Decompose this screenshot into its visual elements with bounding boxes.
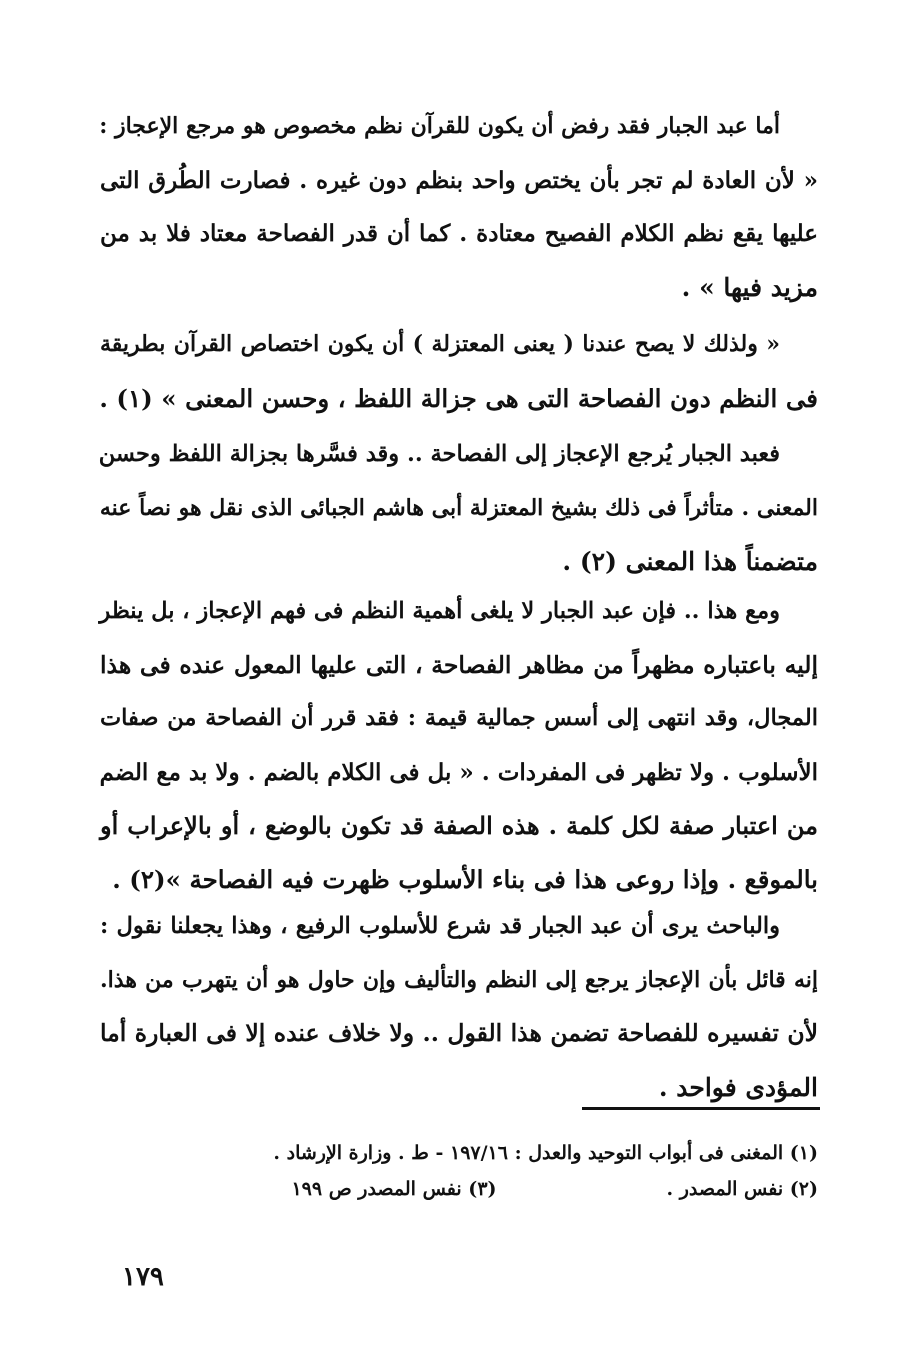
paragraph-line: إليه باعتباره مظهراً من مظاهر الفصاحة ، التى عليها المعول عنده فى هذا: [100, 650, 818, 679]
paragraph: [100, 318, 818, 425]
paragraph: [100, 585, 818, 906]
paragraph-line: أما عبد الجبار فقد رفض أن يكون للقرآن نظم مخصوص هو مرجع الإعجاز :: [99, 113, 780, 139]
paragraph-line: « لأن العادة لم تجر بأن يختص واحد بنظم دون غيره . فصارت الطُرق التى: [100, 166, 818, 194]
paragraph-line: متضمناً هذا المعنى (٢) .: [562, 547, 818, 576]
paragraph: [100, 100, 818, 314]
paragraph-line: المجال، وقد انتهى إلى أسس جمالية قيمة : فقد قرر أن الفصاحة من صفات: [100, 705, 818, 731]
footnote-row-2: [240, 1171, 818, 1207]
paragraph-line: ومع هذا .. فإن عبد الجبار لا يلغى أهمية النظم فى فهم الإعجاز ، بل ينظر: [99, 598, 780, 624]
paragraph-line: مزيد فيها » .: [681, 272, 818, 302]
paragraph: [100, 428, 818, 589]
paragraph-line: الأسلوب . ولا تظهر فى المفردات . « بل فى الكلام بالضم . ولا بد مع الضم: [99, 758, 818, 786]
paragraph-line: لأن تفسيره للفصاحة تضمن هذا القول .. ولا خلاف عنده إلا فى العبارة أما: [100, 1019, 818, 1047]
paragraph-line: « ولذلك لا يصح عندنا ( يعنى المعتزلة ) أن يكون اختصاص القرآن بطريقة: [100, 331, 780, 357]
footnote-spacer: [497, 1171, 667, 1207]
footnote-divider: [582, 1107, 820, 1110]
paragraph-line: والباحث يرى أن عبد الجبار قد شرع للأسلوب الرفيع ، وهذا يجعلنا نقول :: [100, 913, 780, 939]
footnote-1: (١) المغنى فى أبواب التوحيد والعدل : ١٩٧/١٦ - ط . وزارة الإرشاد .: [273, 1142, 818, 1164]
footnote-3: (٣) نفس المصدر ص ١٩٩: [291, 1178, 497, 1200]
paragraph-line: إنه قائل بأن الإعجاز يرجع إلى النظم والتأليف وإن حاول هو أن يتهرب من هذا.: [100, 966, 818, 993]
paragraph: [100, 900, 818, 1114]
paragraph-line: المعنى . متأثراً فى ذلك بشيخ المعتزلة أبى هاشم الجبائى الذى نقل هو نصاً عنه: [99, 494, 818, 521]
footnote-2: (٢) نفس المصدر .: [666, 1178, 818, 1200]
paragraph-line: فى النظم دون الفصاحة التى هى جزالة اللفظ ، وحسن المعنى » (١) .: [99, 383, 818, 413]
footnotes: [240, 1135, 818, 1207]
paragraph-line: بالموقع . وإذا روعى هذا فى بناء الأسلوب ظهرت فيه الفصاحة »(٢) .: [112, 864, 818, 894]
paragraph-line: المؤدى فواحد .: [658, 1072, 818, 1102]
paragraph-line: عليها يقع نظم الكلام الفصيح معتادة . كما أن قدر الفصاحة معتاد فلا بد من: [100, 220, 818, 247]
paragraph-line: فعبد الجبار يُرجع الإعجاز إلى الفصاحة .. وقد فسَّرها بجزالة اللفظ وحسن: [98, 441, 780, 467]
page-number: ١٧٩: [122, 1262, 164, 1292]
paragraph-line: من اعتبار صفة لكل كلمة . هذه الصفة قد تكون بالوضع ، أو بالإعراب أو: [100, 811, 818, 840]
